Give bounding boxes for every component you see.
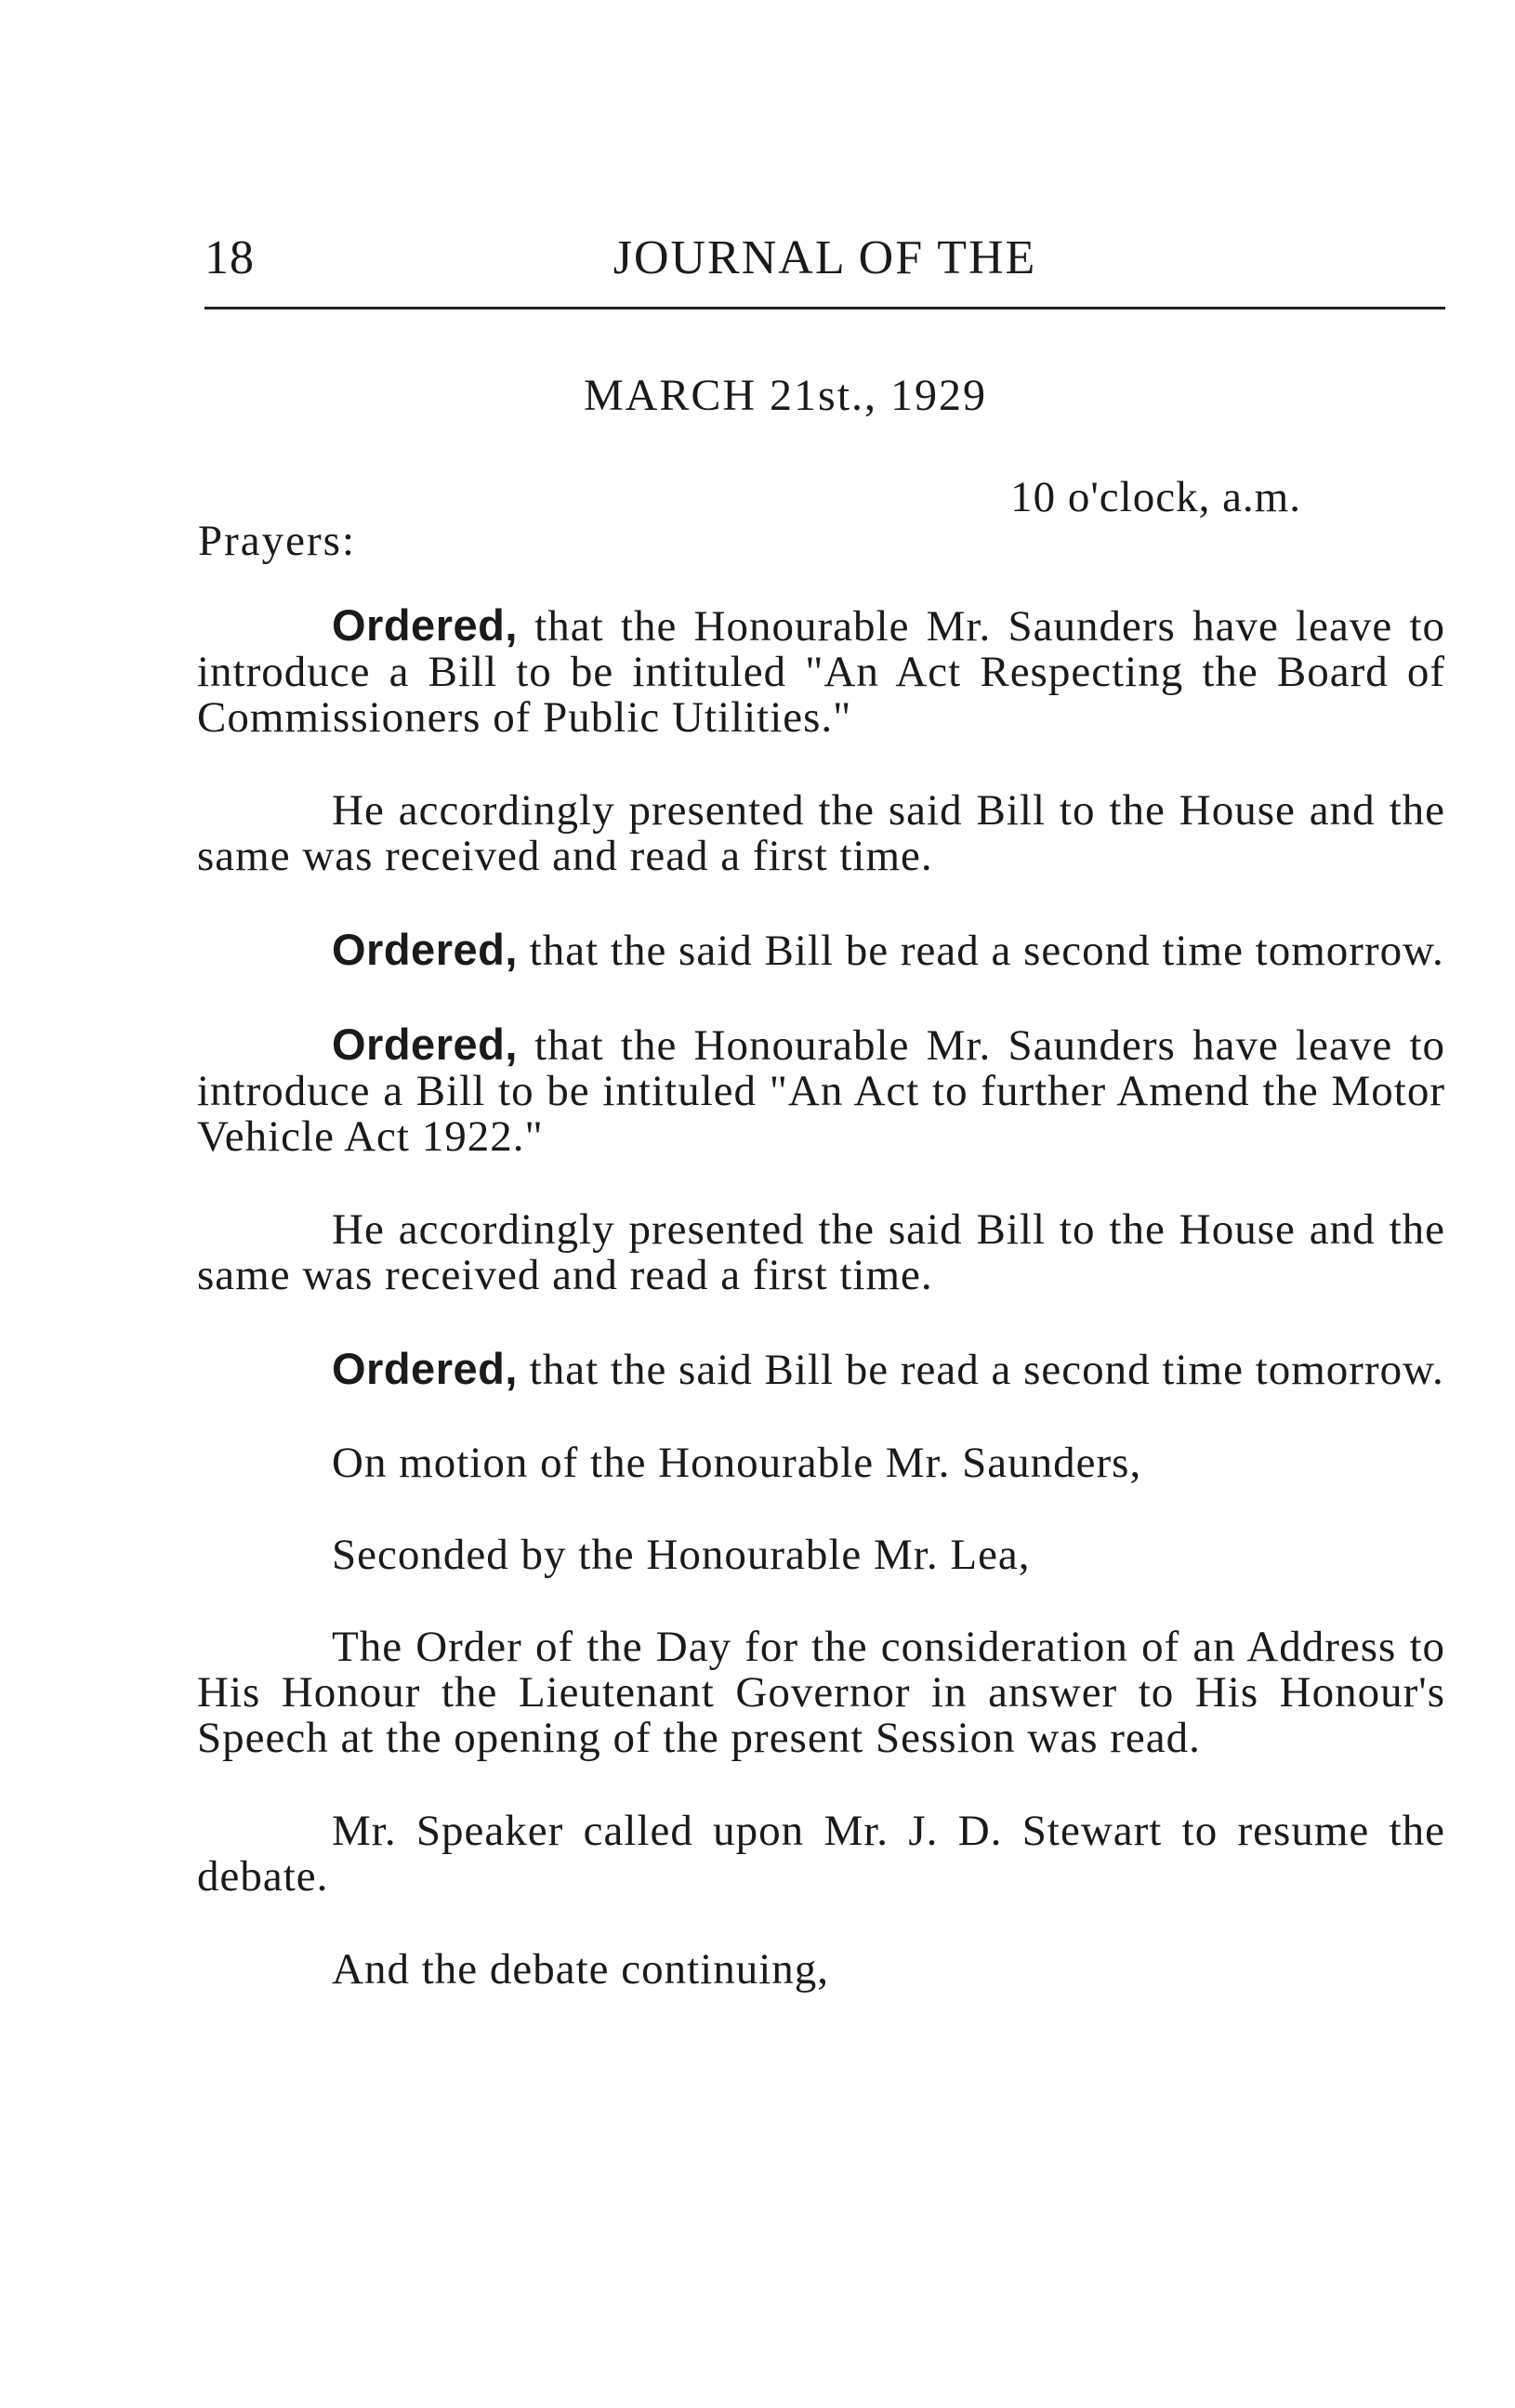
paragraph-text: Seconded by the Honourable Mr. Lea, bbox=[332, 1531, 1031, 1579]
session-date: MARCH 21st., 1929 bbox=[583, 371, 988, 420]
paragraph-text: Mr. Speaker called upon Mr. J. D. Stewart to resume the debate. bbox=[197, 1807, 1445, 1901]
header-rule bbox=[204, 307, 1445, 309]
paragraph-text: that the said Bill be read a second time tomorrow. bbox=[517, 927, 1444, 975]
paragraph-text: He accordingly presented the said Bill to the House and the same was received and read a first time. bbox=[197, 786, 1445, 880]
paragraph bbox=[197, 1809, 1445, 1900]
paragraph-text: that the Honourable Mr. Saunders have leave to introduce a Bill to be intituled "An Act to further Amend the Motor Vehicle Act 1922." bbox=[197, 1021, 1445, 1161]
prayers-label: Prayers: bbox=[198, 517, 357, 565]
paragraph-text: On motion of the Honourable Mr. Saunders, bbox=[332, 1439, 1142, 1487]
paragraph bbox=[197, 1207, 1445, 1298]
paragraph-text: He accordingly presented the said Bill to the House and the same was received and read a first time. bbox=[197, 1205, 1445, 1299]
paragraph-lead: Ordered, bbox=[332, 600, 518, 650]
running-head: JOURNAL OF THE bbox=[613, 231, 1037, 284]
page-number: 18 bbox=[204, 231, 255, 284]
paragraph-lead: Ordered, bbox=[332, 1020, 518, 1069]
paragraph bbox=[197, 602, 1445, 741]
paragraph-text: And the debate continuing, bbox=[332, 1945, 830, 1994]
paragraph bbox=[197, 1346, 1445, 1393]
page-header bbox=[204, 230, 1445, 296]
paragraph bbox=[197, 1625, 1445, 1761]
paragraph bbox=[197, 1533, 1445, 1578]
session-time: 10 o'clock, a.m. bbox=[1010, 473, 1301, 521]
journal-body bbox=[197, 602, 1445, 1993]
paragraph-text: The Order of the Day for the consideration of an Address to His Honour the Lieutenant Governor in answer to His Honour's Speech at the opening of the present Session was read. bbox=[197, 1623, 1445, 1762]
paragraph-lead: Ordered, bbox=[332, 925, 518, 974]
paragraph-text: that the said Bill be read a second time tomorrow. bbox=[517, 1346, 1444, 1394]
paragraph bbox=[197, 1441, 1445, 1486]
paragraph bbox=[197, 788, 1445, 879]
paragraph bbox=[197, 927, 1445, 974]
paragraph-text: that the Honourable Mr. Saunders have leave to introduce a Bill to be intituled "An Act Respecting the Board of Commissioners of Public Utilities." bbox=[197, 602, 1445, 742]
paragraph bbox=[197, 1021, 1445, 1160]
paragraph bbox=[197, 1947, 1445, 1993]
paragraph-lead: Ordered, bbox=[332, 1344, 518, 1393]
